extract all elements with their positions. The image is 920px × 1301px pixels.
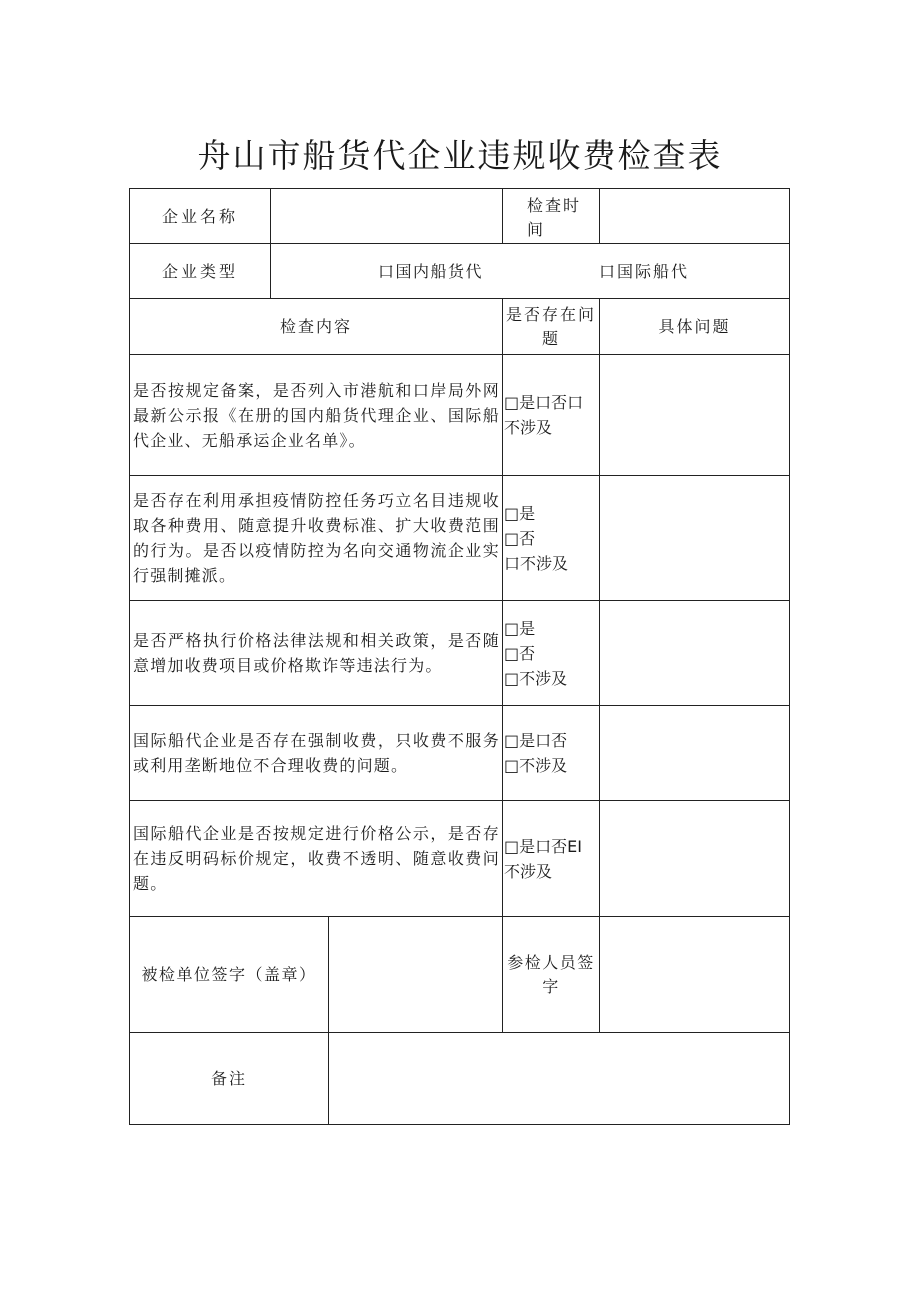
table-divider xyxy=(502,188,503,244)
issue-details-field[interactable] xyxy=(600,601,789,705)
issue-option[interactable]: □不涉及 xyxy=(504,668,568,688)
issue-option[interactable]: □不涉及 xyxy=(504,756,568,775)
type-option-international[interactable]: 口国际船代 xyxy=(599,261,690,281)
issue-option[interactable]: □否 xyxy=(504,643,536,663)
table-divider xyxy=(502,298,503,1033)
inspected-unit-signature-label: 被检单位签字（盖章） xyxy=(141,965,317,984)
issue-option[interactable]: □是口否口 xyxy=(504,393,584,412)
table-border xyxy=(789,188,790,1125)
check-item-content: 是否严格执行价格法律法规和相关政策，是否随意增加收费项目或价格欺诈等违法行为。 xyxy=(133,631,500,675)
check-item-options[interactable] xyxy=(504,706,599,800)
issue-option[interactable]: □是 xyxy=(504,618,536,638)
issue-option[interactable]: □是 xyxy=(504,503,536,523)
column-header-has-issue: 是否存在问题 xyxy=(505,304,596,348)
issue-option[interactable]: 口不涉及 xyxy=(504,553,569,573)
inspected-unit-signature-field[interactable] xyxy=(329,917,502,1032)
issue-option[interactable]: □是口否EI xyxy=(504,837,582,856)
check-item-content: 是否按规定备案，是否列入市港航和口岸局外网最新公示报《在册的国内船货代理企业、国际船代企业、无船承运企业名单》。 xyxy=(133,380,500,450)
column-header-content: 检查内容 xyxy=(279,317,352,336)
issue-details-field[interactable] xyxy=(600,355,789,475)
issue-option[interactable]: 不涉及 xyxy=(504,418,553,437)
issue-option[interactable]: 不涉及 xyxy=(504,862,553,881)
issue-details-field[interactable] xyxy=(600,801,789,916)
issue-option[interactable]: □是口否 xyxy=(504,731,568,750)
table-border xyxy=(129,1124,790,1125)
check-item-options[interactable] xyxy=(504,355,599,475)
inspector-signature-label: 参检人员签字 xyxy=(507,952,595,996)
check-item-content: 国际船代企业是否存在强制收费，只收费不服务或利用垄断地位不合理收费的问题。 xyxy=(133,731,500,775)
page-title: 舟山市船货代企业违规收费检查表 xyxy=(197,136,723,175)
remarks-field[interactable] xyxy=(329,1033,789,1124)
issue-option[interactable]: □否 xyxy=(504,528,536,548)
company-name-label: 企业名称 xyxy=(161,206,238,226)
company-type-label: 企业类型 xyxy=(161,261,238,281)
check-item-options[interactable] xyxy=(504,834,599,894)
inspector-signature-field[interactable] xyxy=(600,917,789,1032)
type-option-domestic[interactable]: 口国内船货代 xyxy=(378,261,484,281)
check-item-options[interactable] xyxy=(504,601,599,705)
remarks-label: 备注 xyxy=(210,1069,247,1088)
company-name-field[interactable] xyxy=(271,189,502,243)
issue-details-field[interactable] xyxy=(600,706,789,800)
check-item-options[interactable] xyxy=(504,476,599,600)
check-item-content: 国际船代企业是否按规定进行价格公示，是否存在违反明码标价规定，收费不透明、随意收费问题。 xyxy=(133,824,500,893)
check-item-content: 是否存在利用承担疫情防控任务巧立名目违规收取各种费用、随意提升收费标准、扩大收费范围的行为。是否以疫情防控为名向交通物流企业实行强制摊派。 xyxy=(133,491,500,585)
issue-details-field[interactable] xyxy=(600,476,789,600)
check-time-label: 检查时间 xyxy=(527,196,582,239)
check-time-field[interactable] xyxy=(600,189,789,243)
column-header-details: 具体问题 xyxy=(658,317,731,336)
